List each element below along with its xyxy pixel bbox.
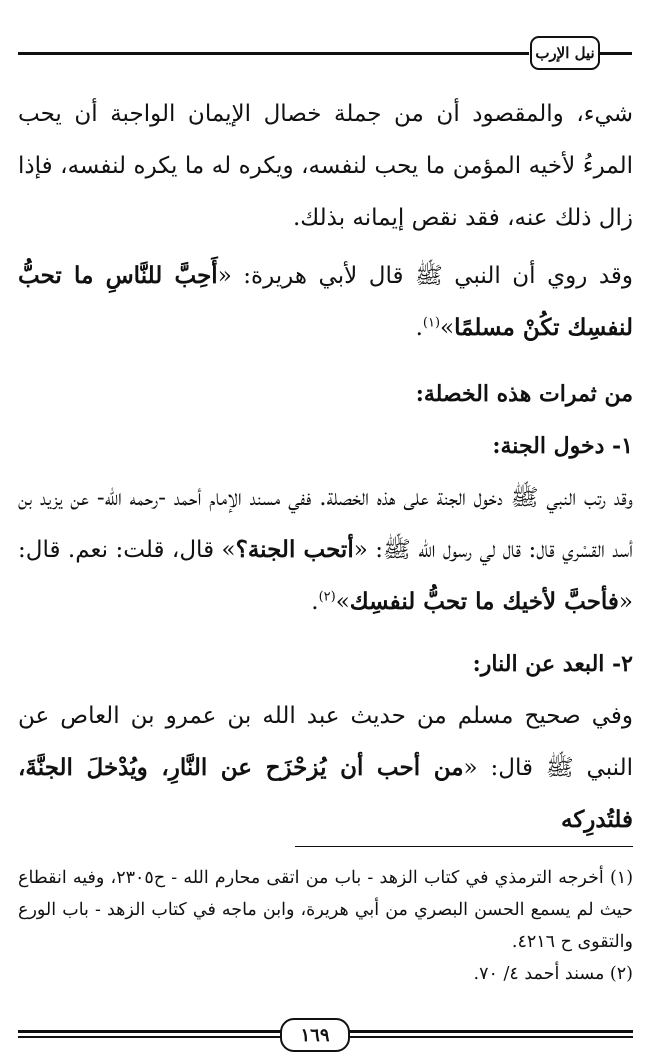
footnote-2: (٢) مسند أحمد ٤/ ٧٠.: [473, 964, 633, 984]
paragraph-1: شيء، والمقصود أن من جملة خصال الإيمان الواجبة أن يحب المرءُ لأخيه المؤمن ما يحب لنفسه، ويكره له ما يكره لنفسه، فإذا زال ذلك عنه، فقد نقص إيمانه بذلك.: [18, 101, 633, 231]
hadith-question: أتحب الجنة؟: [235, 536, 354, 563]
hadith-quote-1: أَحِبَّ للنَّاسِ ما تحبُّ لنفسِك تكُنْ مسلمًا: [18, 262, 633, 341]
paragraph-3-text: وقد رتب النبي ﷺ دخول الجنة على هذه الخصلة. ففي مسند الإمام أحمد -رحمه الله- عن يزيد بن أسد القسْري قال: قال لي رسول الله ﷺ: «: [18, 485, 633, 563]
paragraph-3-end: .: [311, 589, 319, 615]
subheading-paradise: ١- دخول الجنة:: [492, 433, 633, 459]
main-text: [18, 88, 633, 846]
paragraph-2: [18, 250, 633, 354]
paragraph-3-mid: » قال، قلت: نعم. قال: «: [18, 537, 633, 615]
footnote-1: (١) أخرجه الترمذي في كتاب الزهد - باب من اتقى محارم الله - ح٢٣٠٥، وفيه انقطاع حيث لم يسمع الحسن البصري من أبي هريرة، وابن ماجه في كتاب الزهد - باب الورع والتقوى ح ٤٢١٦.: [18, 868, 634, 952]
paragraph-4: [18, 690, 633, 846]
footnote-ref-2[interactable]: (٢): [318, 589, 336, 605]
quote-close-2: »: [335, 589, 350, 615]
running-title: نيل الإرب: [530, 36, 600, 70]
footnote-separator: [295, 846, 633, 847]
paragraph-3: [18, 472, 633, 628]
header-rule-right: [598, 52, 632, 55]
page-number: ١٦٩: [280, 1018, 350, 1052]
hadith-quote-3: من أحب أن يُزحْزَح عن النَّارِ، ويُدْخلَ الجنَّةَ، فلتُدرِكه: [18, 754, 633, 833]
paragraph-2-intro: وقد روي أن النبي ﷺ قال لأبي هريرة: «: [217, 263, 634, 289]
section-heading-fruits: من ثمرات هذه الخصلة:: [415, 381, 633, 407]
paragraph-2-end: .: [415, 315, 423, 341]
paragraph-4-text: وفي صحيح مسلم من حديث عبد الله بن عمرو بن العاص عن النبي ﷺ قال: «: [18, 703, 633, 781]
quote-close-1: »: [440, 315, 455, 341]
subheading-hellfire: ٢- البعد عن النار:: [472, 651, 633, 677]
footnotes: [18, 862, 633, 990]
header-rule: [18, 52, 529, 55]
hadith-quote-2: فأحبَّ لأخيك ما تحبُّ لنفسِك: [349, 588, 619, 615]
footnote-ref-1[interactable]: (١): [422, 315, 441, 331]
